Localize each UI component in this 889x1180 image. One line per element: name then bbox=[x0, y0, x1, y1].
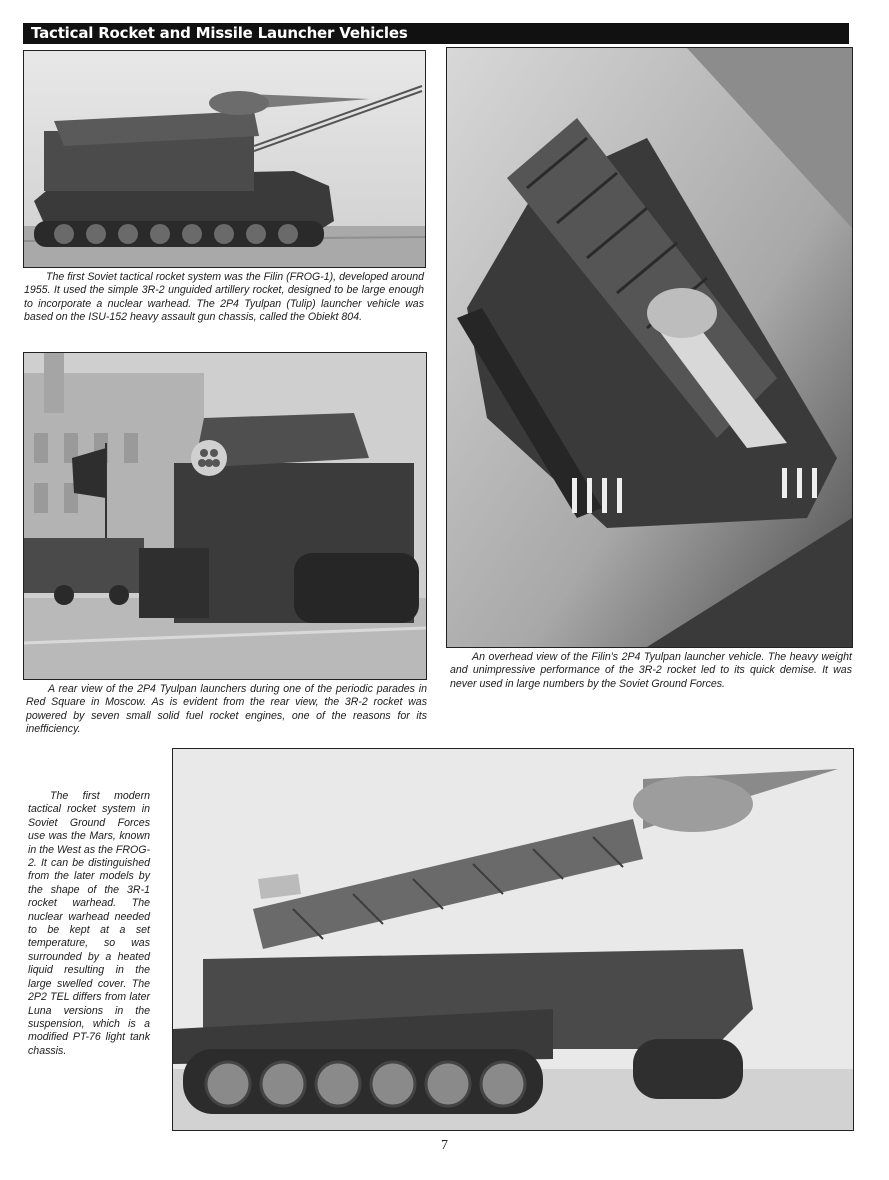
page-number: 7 bbox=[441, 1138, 448, 1153]
caption-text: A rear view of the 2P4 Tyulpan launchers during one of the periodic parades in Red Square in Moscow. As is evident from the rear view, the 3R-2 rocket was powered by seven small solid fuel rocket engines, one of the reasons for its inefficiency. bbox=[26, 683, 427, 736]
caption-photo1 bbox=[24, 271, 424, 325]
caption-text: The first Soviet tactical rocket system was the Filin (FROG-1), developed around 1955. It used the simple 3R-2 unguided artillery rocket, designed to be large enough to incorporate a nuclear warhead. The 2P4 Tyulpan (Tulip) launcher vehicle was based on the ISU-152 heavy assault gun chassis, called the Obiekt 804. bbox=[24, 271, 424, 324]
photo-overhead-view bbox=[446, 47, 853, 648]
photo-mars-frog2 bbox=[172, 748, 854, 1131]
section-title: Tactical Rocket and Missile Launcher Vehicles bbox=[31, 24, 408, 42]
photo-rear-view-parade bbox=[23, 352, 427, 680]
section-header-bar bbox=[23, 23, 849, 44]
caption-photo4 bbox=[28, 790, 150, 1058]
caption-text: The first modern tactical rocket system in Soviet Ground Forces use was the Mars, known in the West as the FROG-2. It can be distinguished from the later models by the shape of the 3R-1 rocket warhead. The nuclear warhead needed to be kept at a set temperature, so was surrounded by a heated liquid resulting in the large swelled cover. The 2P2 TEL differs from later Luna versions in the suspension, which is a modified PT-76 light tank chassis. bbox=[28, 790, 150, 1057]
caption-photo3 bbox=[450, 651, 852, 691]
photo-filin-side-view bbox=[23, 50, 426, 268]
caption-photo2 bbox=[26, 683, 427, 737]
caption-text: An overhead view of the Filin's 2P4 Tyulpan launcher vehicle. The heavy weight and unimpressive performance of the 3R-2 rocket led to its quick demise. It was never used in large numbers by the Soviet Ground Forces. bbox=[450, 651, 852, 690]
